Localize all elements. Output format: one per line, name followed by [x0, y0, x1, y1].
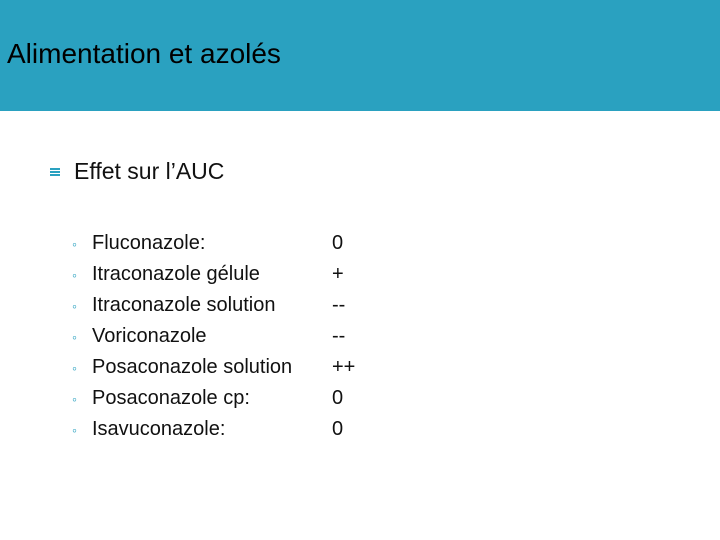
- circle-bullet-icon: ◦: [72, 328, 77, 345]
- circle-bullet-icon: ◦: [72, 266, 77, 283]
- auc-effect: 0: [332, 387, 344, 409]
- list-item: [72, 290, 372, 321]
- drug-name: Itraconazole solution: [92, 294, 276, 316]
- circle-bullet-icon: ◦: [72, 421, 77, 438]
- auc-effect: +: [332, 263, 344, 285]
- circle-bullet-icon: ◦: [72, 235, 77, 252]
- circle-bullet-icon: ◦: [72, 359, 77, 376]
- slide-title: Alimentation et azolés: [7, 38, 281, 69]
- auc-effect: --: [332, 325, 346, 347]
- auc-effect: 0: [332, 232, 344, 254]
- section-heading: Effet sur l’AUC: [74, 158, 225, 184]
- circle-bullet-icon: ◦: [72, 297, 77, 314]
- drug-name: Itraconazole gélule: [92, 263, 260, 285]
- list-bullet-icon: [48, 165, 62, 179]
- drug-list: [72, 228, 372, 445]
- list-item: [72, 228, 372, 259]
- auc-effect: --: [332, 294, 346, 316]
- drug-name: Posaconazole cp:: [92, 387, 250, 409]
- list-item: [72, 383, 372, 414]
- auc-effect: 0: [332, 418, 344, 440]
- list-item: [72, 352, 372, 383]
- circle-bullet-icon: ◦: [72, 390, 77, 407]
- drug-name: Fluconazole:: [92, 232, 206, 254]
- list-item: [72, 414, 372, 445]
- main-bullet-item: [48, 158, 224, 185]
- title-bar: [0, 0, 720, 111]
- list-item: [72, 321, 372, 352]
- list-item: [72, 259, 372, 290]
- drug-name: Voriconazole: [92, 325, 207, 347]
- auc-effect: ++: [332, 356, 356, 378]
- drug-name: Posaconazole solution: [92, 356, 293, 378]
- drug-name: Isavuconazole:: [92, 418, 226, 440]
